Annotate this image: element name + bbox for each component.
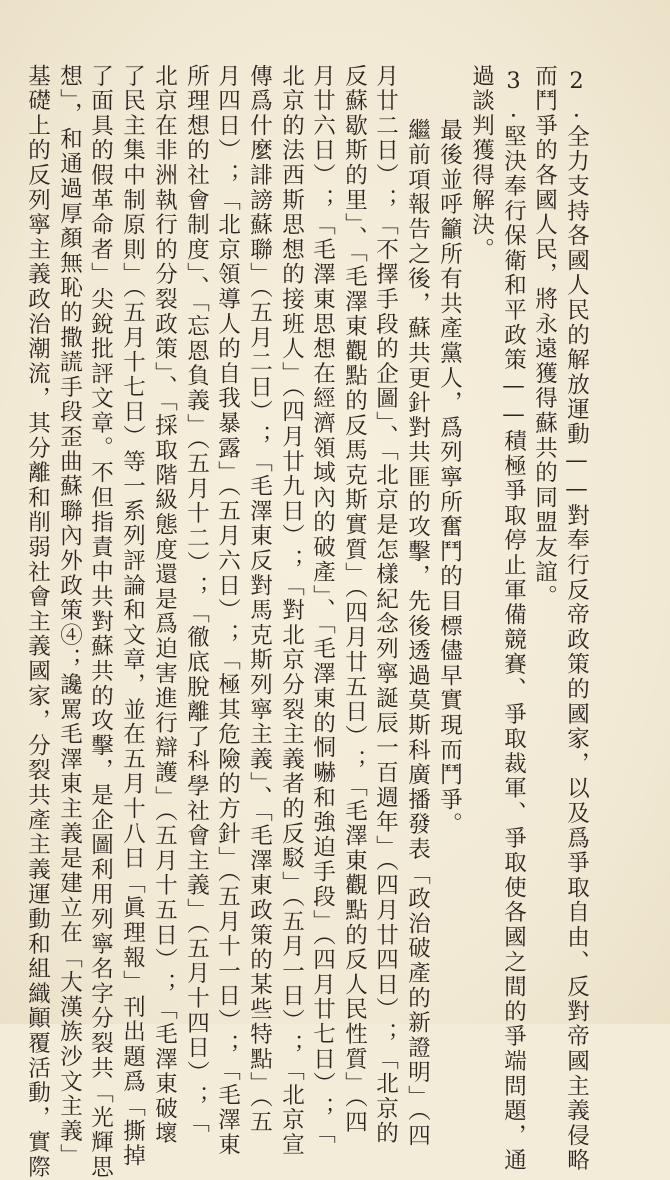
text-column-8: 反蘇歇斯的里」、「毛澤東觀點的反馬克斯實質」（四月廿五日）；「毛澤東觀點的反人民性質」（四 [341, 64, 368, 1135]
text-column-17: 想」，和通過厚顏無恥的撒謊手段歪曲蘇聯內外政策④；讒罵毛澤東主義是建立在「大漢族沙文主義」 [56, 64, 83, 1169]
text-column-2: 而鬥爭的各國人民，將永遠獲得蘇共的同盟友誼。 [531, 64, 558, 610]
text-column-15: 了民主集中制原則」（五月十七日）等一系列評論和文章，並在五月十八日「眞理報」刊出題爲「撕掉 [119, 64, 146, 1169]
text-column-7: 月廿二日）；「不擇手段的企圖」、「北京是怎樣紀念列寧誕辰一百週年」（四月廿四日）；「北京的 [372, 64, 399, 1147]
text-column-1: 2.全力支持各國人民的解放運動——對奉行反帝政策的國家，以及爲爭取自由、反對帝國主義侵略 [563, 68, 590, 1174]
text-column-18: 基礎上的反列寧主義政治潮流，其分離和削弱社會主義國家，分裂共產主義運動和組織顚覆活動，實際 [24, 64, 51, 1180]
text-column-10: 北京的法西斯思想的接班人」（四月廿九日）；「對北京分裂主義者的反駁」（五月一日）；「北京宣 [278, 64, 305, 1158]
text-column-16: 了面具的假革命者」尖銳批評文章。不但指責中共對蘇共的攻擊，是企圖利用列寧名字分裂共「光輝思 [87, 64, 114, 1180]
text-column-9: 月廿六日）；「毛澤東思想在經濟領域內的破產」、「毛澤東的恫嚇和強迫手段」（四月廿七日）；「 [309, 64, 336, 1147]
text-column-3: 3.堅決奉行保衛和平政策——積極爭取停止軍備競賽、爭取裁軍、爭取使各國之間的爭端問題，通 [500, 68, 527, 1174]
text-column-14: 北京在非洲執行的分裂政策」、「採取階級態度還是爲迫害進行辯護」（五月十五日）；「毛澤東破壞 [151, 64, 178, 1147]
text-column-5: 最後並呼籲所有共產黨人，爲列寧所奮鬥的目標儘早實現而鬥爭。 [436, 118, 463, 838]
text-column-6: 繼前項報告之後，蘇共更針對共匪的攻擊，先後透過莫斯科廣播發表「政治破產的新證明」（四 [404, 118, 431, 1149]
text-column-12: 月四日）；「北京領導人的自我暴露」（五月六日）；「極其危險的方針」（五月十一日）；「毛澤東 [214, 64, 241, 1158]
text-column-11: 傳爲什麼誹謗蘇聯」（五月二日）；「毛澤東反對馬克斯列寧主義」、「毛澤東政策的某些特點」（五 [246, 64, 273, 1135]
text-column-4: 過談判獲得解決。 [468, 64, 495, 263]
text-column-13: 所理想的社會制度」、「忘恩負義」（五月十二）；「徹底脫離了科學社會主義」（五月十四日）；「 [183, 64, 210, 1135]
